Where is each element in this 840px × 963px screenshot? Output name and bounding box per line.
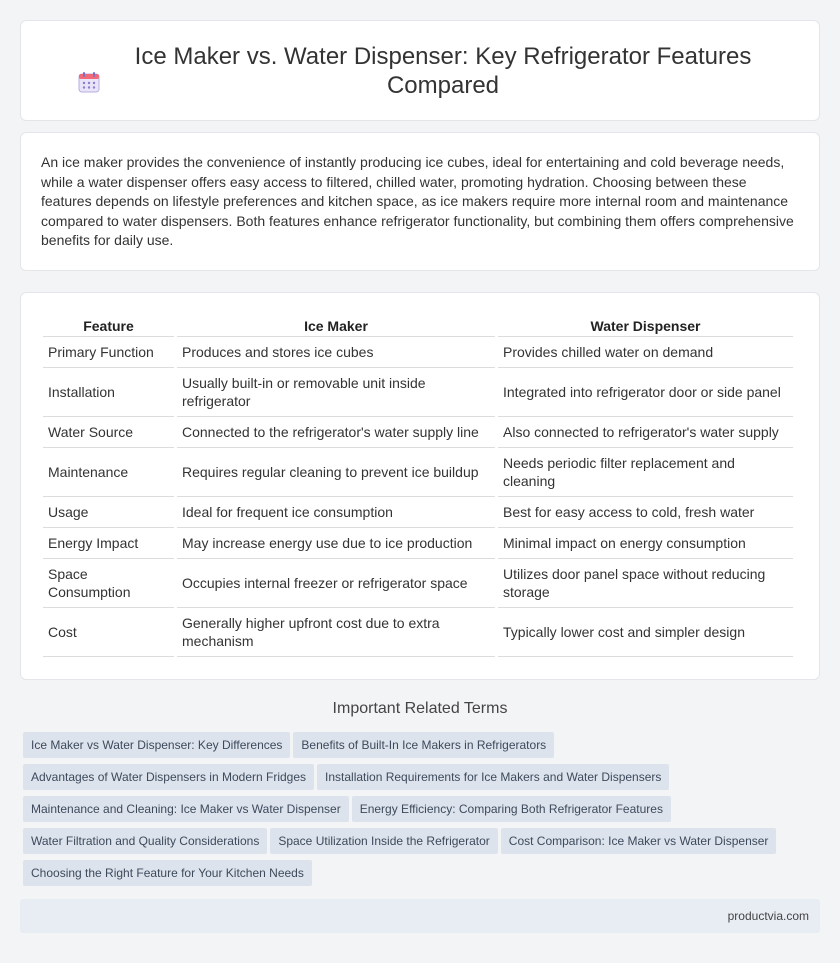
feature-cell: Maintenance — [43, 448, 174, 497]
related-terms-list — [23, 732, 823, 892]
related-term-tag[interactable]: Benefits of Built-In Ice Makers in Refrigerators — [293, 732, 554, 758]
related-term-tag[interactable]: Water Filtration and Quality Considerations — [23, 828, 267, 854]
related-term-tag[interactable]: Energy Efficiency: Comparing Both Refrigerator Features — [352, 796, 671, 822]
related-term-tag[interactable]: Advantages of Water Dispensers in Modern Fridges — [23, 764, 314, 790]
water-dispenser-cell: Typically lower cost and simpler design — [498, 608, 793, 657]
table-row — [43, 559, 793, 608]
related-terms-title: Important Related Terms — [332, 700, 508, 717]
feature-cell: Energy Impact — [43, 528, 174, 559]
table-row — [43, 528, 793, 559]
ice-maker-cell: Requires regular cleaning to prevent ice buildup — [177, 448, 495, 497]
related-term-tag[interactable]: Space Utilization Inside the Refrigerator — [270, 828, 497, 854]
ice-maker-cell: Generally higher upfront cost due to extra mechanism — [177, 608, 495, 657]
table-header-row — [43, 311, 793, 337]
ice-maker-cell: Connected to the refrigerator's water supply line — [177, 417, 495, 448]
calendar-icon — [77, 70, 101, 94]
table-row — [43, 337, 793, 368]
table-row — [43, 497, 793, 528]
page-title: Ice Maker vs. Water Dispenser: Key Refrigerator Features Compared — [134, 42, 752, 99]
ice-maker-cell: Usually built-in or removable unit inside refrigerator — [177, 368, 495, 417]
ice-maker-cell: Produces and stores ice cubes — [177, 337, 495, 368]
feature-cell: Usage — [43, 497, 174, 528]
related-term-tag[interactable]: Maintenance and Cleaning: Ice Maker vs Water Dispenser — [23, 796, 349, 822]
intro-card — [20, 132, 820, 271]
related-term-tag[interactable]: Installation Requirements for Ice Makers and Water Dispensers — [317, 764, 669, 790]
water-dispenser-cell: Best for easy access to cold, fresh water — [498, 497, 793, 528]
header-feature: Feature — [43, 311, 174, 337]
ice-maker-cell: May increase energy use due to ice production — [177, 528, 495, 559]
water-dispenser-cell: Needs periodic filter replacement and cleaning — [498, 448, 793, 497]
related-term-tag[interactable]: Cost Comparison: Ice Maker vs Water Dispenser — [501, 828, 777, 854]
water-dispenser-cell: Utilizes door panel space without reducing storage — [498, 559, 793, 608]
water-dispenser-cell: Minimal impact on energy consumption — [498, 528, 793, 559]
water-dispenser-cell: Integrated into refrigerator door or side panel — [498, 368, 793, 417]
table-row — [43, 448, 793, 497]
table-row — [43, 368, 793, 417]
ice-maker-cell: Ideal for frequent ice consumption — [177, 497, 495, 528]
feature-cell: Space Consumption — [43, 559, 174, 608]
related-term-tag[interactable]: Choosing the Right Feature for Your Kitchen Needs — [23, 860, 312, 886]
intro-text: An ice maker provides the convenience of instantly producing ice cubes, ideal for entertaining and cold beverage needs, while a water dispenser offers easy access to filtered, chilled water, promoting hydration. Choosing between these features depends on lifestyle preferences and kitchen space, as ice makers require more internal room and maintenance compared to water dispensers. Both features enhance refrigerator functionality, but combining them offers comprehensive benefits for daily use. — [41, 154, 794, 248]
header-ice-maker: Ice Maker — [177, 311, 495, 337]
footer-site-link[interactable]: productvia.com — [727, 909, 809, 923]
title-wrap — [77, 42, 763, 100]
comparison-card — [20, 292, 820, 680]
feature-cell: Water Source — [43, 417, 174, 448]
comparison-table — [40, 311, 796, 657]
feature-cell: Installation — [43, 368, 174, 417]
table-row — [43, 417, 793, 448]
table-row — [43, 608, 793, 657]
water-dispenser-cell: Also connected to refrigerator's water supply — [498, 417, 793, 448]
feature-cell: Primary Function — [43, 337, 174, 368]
header-water-dispenser: Water Dispenser — [498, 311, 793, 337]
footer — [20, 899, 820, 933]
ice-maker-cell: Occupies internal freezer or refrigerator space — [177, 559, 495, 608]
water-dispenser-cell: Provides chilled water on demand — [498, 337, 793, 368]
related-term-tag[interactable]: Ice Maker vs Water Dispenser: Key Differences — [23, 732, 290, 758]
header-card — [20, 20, 820, 121]
feature-cell: Cost — [43, 608, 174, 657]
